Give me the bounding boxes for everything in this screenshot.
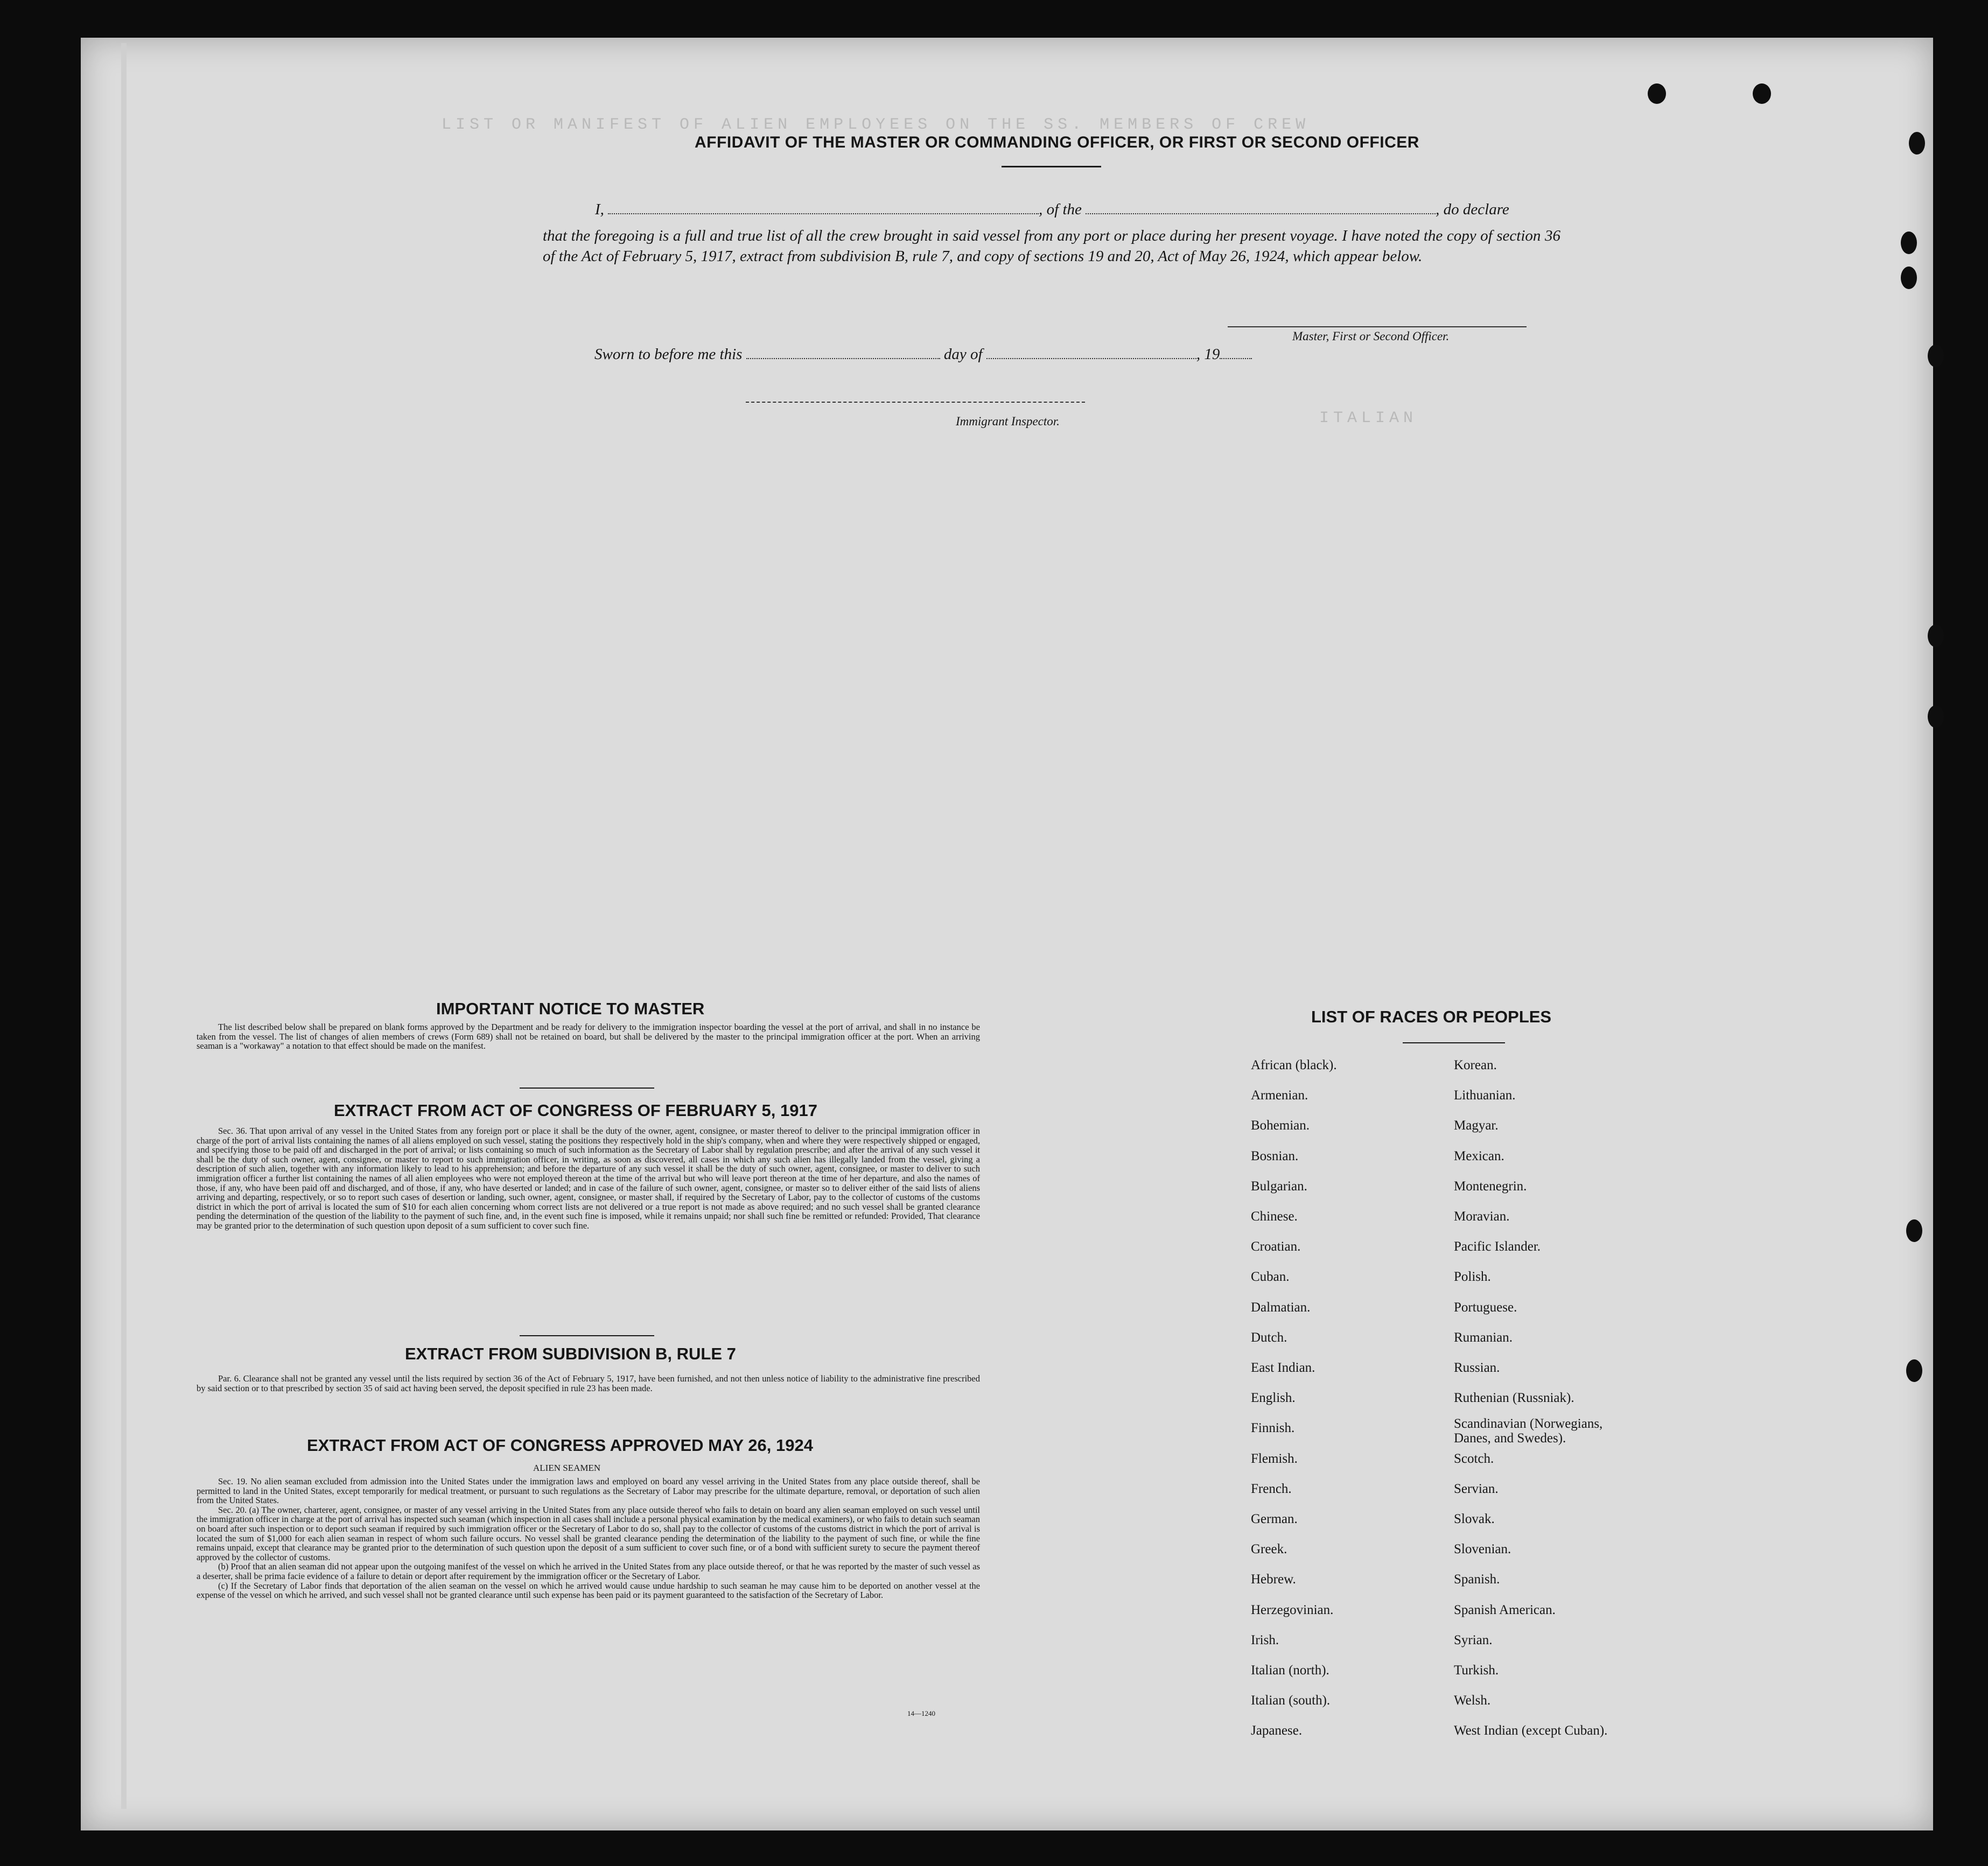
race-item: Ruthenian (Russniak).: [1454, 1391, 1574, 1406]
extract-1917-body: Sec. 36. That upon arrival of any vessel in the United States from any foreign port or place it shall be the duty of the owner, agent, consignee, or master thereof to deliver to the principal immigration officer in charge of the port of arrival lists containing the names of all aliens employed on such vessel, stating the positions they respectively hold in the ship's company, when and where they were respectively shipped or engaged, and specifying those to be paid off and discharged in the port of arrival; or lists containing so much of such information as the Secretary of Labor shall by regulation prescribe; and after the arrival of any such vessel it shall be the duty of such owner, agent, consignee, or master to report to such immigration officer, in writing, as soon as discovered, all cases in which any such alien has illegally landed from the vessel, giving a description of such alien, together with any information likely to lead to his apprehension; and before the departure of any such vessel it shall be the duty of such owner, agent, consignee, or master to deliver to such immigration officer a further list containing the names of all alien employees who were not employed thereon at the time of the arrival but who will leave port thereon at the time of her departure, and also the names of those, if any, who have been paid off and discharged, and of those, if any, who have deserted or landed; and in case of the failure of such owner, agent, consignee, or master so to deliver either of the said lists of aliens arriving and departing, respectively, or so to report such cases of desertion or landing, such owner, agent, consignee, or master shall, if required by the Secretary of Labor, pay to the collector of customs of the customs district in which the port of arrival is located the sum of $10 for each alien concerning whom correct lists are not delivered or a true report is not made as above required; and no such vessel shall be granted clearance pending the determination of the question of the liability to the payment of such fine, and, in the event such fine is imposed, while it remains unpaid; nor shall such fine be remitted or refunded: Provided, That clearance may be granted prior to the determination of such question upon deposit of a sum sufficient to cover such fine.: [197, 1126, 980, 1231]
race-item: Rumanian.: [1454, 1330, 1513, 1345]
binder-hole: [1906, 1359, 1922, 1382]
sec19: Sec. 19. No alien seaman excluded from admission into the United States under the immigration laws and employed on board any vessel arriving in the United States from any place outside thereof, shall be permitted to land in the United States, except temporarily for medical treatment, or pursuant to such regulations as the Secretary of Labor may prescribe for the ultimate departure, removal, or deportation of such alien from the United States.: [197, 1476, 980, 1506]
race-item: Portuguese.: [1454, 1300, 1517, 1315]
inspector-caption: Immigrant Inspector.: [956, 415, 1060, 428]
page-edge: [121, 43, 127, 1809]
inspector-signature-line[interactable]: [746, 402, 1085, 403]
binder-hole: [1901, 266, 1917, 289]
race-item: Finnish.: [1251, 1421, 1295, 1436]
binder-hole: [1928, 345, 1944, 367]
race-item: African (black).: [1251, 1058, 1337, 1072]
race-item: French.: [1251, 1481, 1292, 1496]
bleed-through-header: LIST OR MANIFEST OF ALIEN EMPLOYEES ON THE SS. MEMBERS OF CREW: [442, 116, 1310, 134]
race-item: Scandinavian (Norwegians, Danes, and Swedes).: [1454, 1416, 1603, 1446]
do-declare-label: , do declare: [1436, 201, 1509, 218]
bleed-through-nationality: ITALIAN: [1319, 409, 1418, 427]
divider: [1403, 1042, 1505, 1043]
race-item: Spanish American.: [1454, 1602, 1556, 1617]
title-underline: [1002, 166, 1101, 167]
sec20a: Sec. 20. (a) The owner, charterer, agent, consignee, or master of any vessel arriving in the United States from any place outside thereof who fails to detain on board any alien seaman employed on such vessel until the immigration officer in charge at the port of arrival has inspected such seaman (which inspection in all cases shall include a personal physical examination by the medical examiners), or who fails to detain such seaman on board after such inspection or to deport such seaman if required by such immigration officer or the Secretary of Labor to do so, shall pay to the collector of customs of the customs district in which the port of arrival is located the sum of $1,000 for each alien seaman in respect of whom such failure occurs. No vessel shall be granted clearance pending the determination of the liability to the payment of such fine, or while the fine remains unpaid, except that clearance may be granted prior to the determination of such question upon the deposit of a sum sufficient to cover such fine, or of a bond with sufficient surety to secure the payment thereof approved by the collector of customs.: [197, 1504, 980, 1562]
race-item: Montenegrin.: [1454, 1178, 1527, 1194]
race-item: Herzegovinian.: [1251, 1602, 1334, 1617]
race-item: Welsh.: [1454, 1693, 1491, 1708]
race-item: Japanese.: [1251, 1723, 1303, 1738]
race-item: Croatian.: [1251, 1239, 1301, 1254]
year-blank[interactable]: [1220, 358, 1252, 359]
race-item: East Indian.: [1251, 1360, 1315, 1375]
race-item: Irish.: [1251, 1632, 1279, 1647]
race-item: Spanish.: [1454, 1572, 1500, 1587]
race-item: Slovak.: [1454, 1512, 1495, 1526]
race-item: Armenian.: [1251, 1088, 1308, 1103]
race-item: German.: [1251, 1512, 1298, 1526]
binder-hole: [1753, 83, 1771, 104]
race-item: Turkish.: [1454, 1663, 1499, 1678]
race-item: English.: [1251, 1391, 1296, 1406]
race-item: West Indian (except Cuban).: [1454, 1723, 1608, 1738]
of-the-label: , of the: [1039, 201, 1082, 218]
i-label: I,: [595, 201, 604, 218]
affidavit-declaration-line: [595, 201, 1564, 219]
master-signature-caption: Master, First or Second Officer.: [1292, 329, 1450, 343]
race-item: Cuban.: [1251, 1269, 1290, 1285]
form-number: 14—1240: [907, 1709, 935, 1717]
race-item: Bosnian.: [1251, 1148, 1299, 1163]
race-item: Moravian.: [1454, 1209, 1510, 1224]
race-item: Flemish.: [1251, 1451, 1298, 1466]
binder-hole: [1648, 83, 1666, 104]
race-item: Hebrew.: [1251, 1572, 1296, 1587]
affidavit-title: AFFIDAVIT OF THE MASTER OR COMMANDING OFFICER, OR FIRST OR SECOND OFFICER: [695, 134, 1419, 151]
sworn-label: Sworn to before me this: [594, 346, 743, 363]
race-item: Italian (south).: [1251, 1693, 1331, 1708]
year-label: , 19: [1196, 346, 1220, 363]
binder-hole: [1909, 132, 1925, 155]
sec20c: (c) If the Secretary of Labor finds that deportation of the alien seaman on the vessel on which he arrived would cause undue hardship to such seaman he may cause him to be deported on another vessel at the expense of the vessel on which he arrived, and such vessel shall not be granted clearance until such expense has been paid or its payment guaranteed to the satisfaction of the Secretary of Labor.: [197, 1580, 980, 1601]
sec20b: (b) Proof that an alien seaman did not appear upon the outgoing manifest of the vessel on which he arrived in the United States from any place outside thereof, or that he was reported by the master of such vessel as a deserter, shall be prima facie evidence of a failure to detain or deport after requirement by the immigration officer or the Secretary of Labor.: [197, 1561, 980, 1581]
binder-hole: [1928, 625, 1944, 647]
race-item: Greek.: [1251, 1542, 1287, 1557]
race-item: Pacific Islander.: [1454, 1239, 1541, 1254]
notice-title: IMPORTANT NOTICE TO MASTER: [436, 999, 705, 1018]
race-item: Chinese.: [1251, 1209, 1298, 1224]
day-blank[interactable]: [746, 358, 940, 359]
race-item: Magyar.: [1454, 1118, 1499, 1133]
race-item: Dalmatian.: [1251, 1300, 1311, 1315]
alien-seamen-subtitle: ALIEN SEAMEN: [533, 1463, 601, 1473]
binder-hole: [1901, 232, 1917, 254]
affidavit-body: that the foregoing is a full and true list of all the crew brought in said vessel from any port or place during her present voyage. I have noted the copy of section 36 of the Act of February 5, 1917, extract from subdivision B, rule 7, and copy of sections 19 and 20, Act of May 26, 1924, which appear below.: [543, 227, 1560, 265]
extract-1917-title: EXTRACT FROM ACT OF CONGRESS OF FEBRUARY 5, 1917: [334, 1101, 817, 1120]
races-title: LIST OF RACES OR PEOPLES: [1311, 1007, 1552, 1026]
vessel-blank[interactable]: [1086, 213, 1436, 214]
race-item: Mexican.: [1454, 1148, 1504, 1163]
race-item: Dutch.: [1251, 1330, 1287, 1345]
race-item: Scotch.: [1454, 1451, 1494, 1466]
binder-hole: [1928, 705, 1944, 728]
race-item: Lithuanian.: [1454, 1088, 1516, 1103]
divider: [520, 1335, 654, 1336]
extract-1924-title: EXTRACT FROM ACT OF CONGRESS APPROVED MAY 26, 1924: [307, 1436, 813, 1455]
extract-rule7-title: EXTRACT FROM SUBDIVISION B, RULE 7: [405, 1344, 736, 1363]
race-item: Slovenian.: [1454, 1542, 1511, 1557]
divider: [520, 1088, 654, 1089]
sworn-line: [594, 346, 1348, 363]
month-blank[interactable]: [986, 358, 1196, 359]
notice-body: The list described below shall be prepared on blank forms approved by the Department and be ready for delivery to the immigration inspector boarding the vessel at the port of arrival, and shall in no instance be taken from the vessel. The list of changes of alien members of crews (Form 689) shall not be retained on board, but shall be delivered by the master to the principal immigration officer at the port. When an arriving seaman is a "workaway" a notation to that effect should be made on the manifest.: [197, 1022, 980, 1051]
race-item: Syrian.: [1454, 1632, 1493, 1647]
race-item: Servian.: [1454, 1481, 1499, 1496]
day-of-label: day of: [943, 346, 983, 363]
name-blank[interactable]: [608, 213, 1039, 214]
race-item: Italian (north).: [1251, 1663, 1329, 1678]
race-item: Korean.: [1454, 1058, 1497, 1072]
race-item: Bohemian.: [1251, 1118, 1310, 1133]
race-item: Russian.: [1454, 1360, 1500, 1375]
race-item: Polish.: [1454, 1269, 1491, 1285]
master-signature-line[interactable]: [1228, 326, 1527, 327]
extract-1924-body: [197, 1477, 980, 1600]
race-item: Bulgarian.: [1251, 1178, 1307, 1194]
binder-hole: [1906, 1219, 1922, 1242]
extract-rule7-body: Par. 6. Clearance shall not be granted any vessel until the lists required by section 36 of the Act of February 5, 1917, have been furnished, and not then unless notice of liability to the administrative fine prescribed by said section or to that prescribed by section 35 of said act having been served, the deposit specified in rule 23 has been made.: [197, 1373, 980, 1393]
